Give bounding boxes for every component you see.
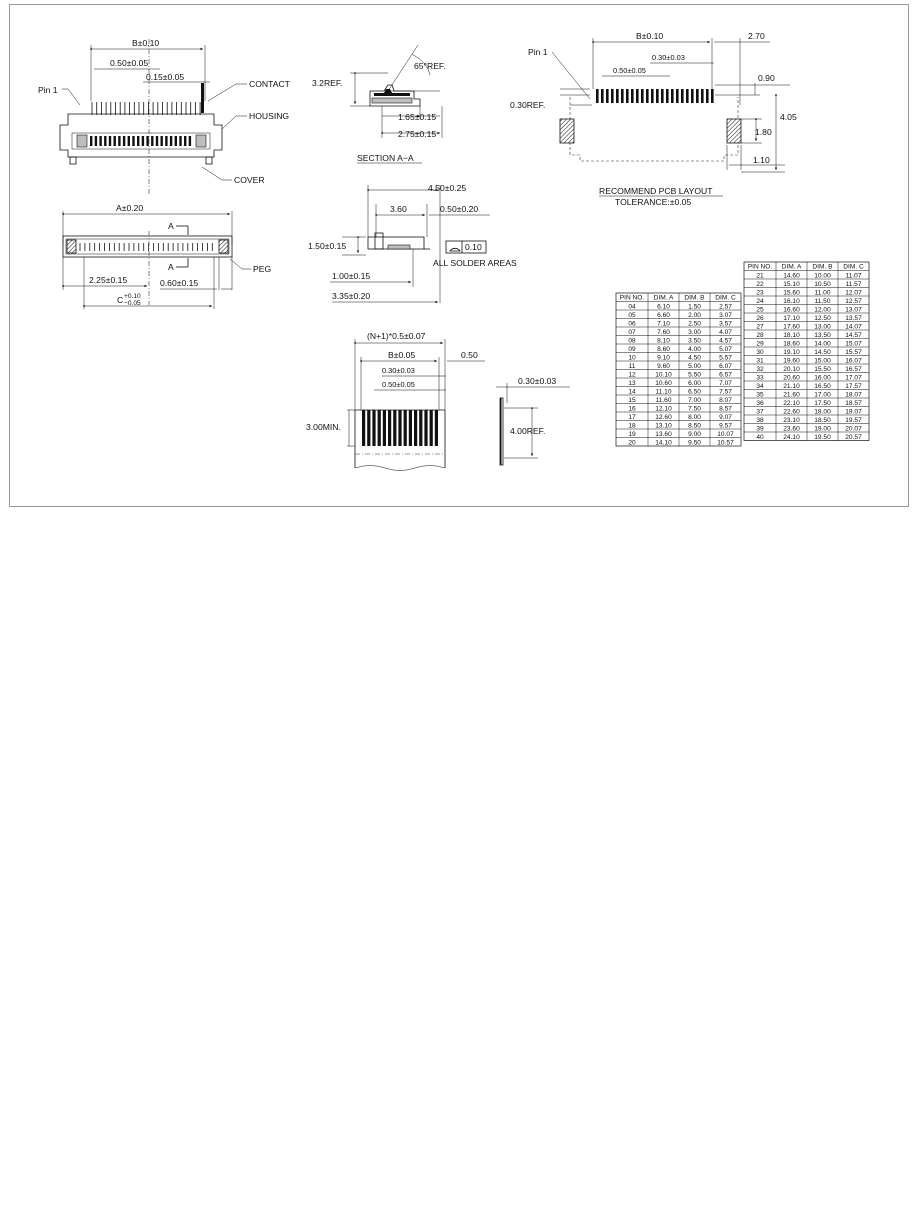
pcb-dim-b: B±0.10 bbox=[636, 31, 664, 41]
table-cell: 18 bbox=[628, 422, 636, 430]
pcb-pad bbox=[711, 89, 714, 103]
table-cell: 8.07 bbox=[719, 396, 732, 404]
fpc-finger bbox=[383, 410, 386, 446]
table-cell: 13.60 bbox=[655, 430, 672, 438]
pcb-pad bbox=[701, 89, 704, 103]
section-title: SECTION A−A bbox=[357, 153, 414, 163]
fpc-finger bbox=[409, 410, 412, 446]
table-cell: 13.50 bbox=[814, 331, 831, 339]
table-cell: 10.50 bbox=[814, 280, 831, 288]
table-cell: 7.60 bbox=[657, 328, 670, 336]
table-cell: 33 bbox=[756, 374, 764, 382]
side-d150: 1.50±0.15 bbox=[308, 241, 347, 251]
table-cell: 17 bbox=[628, 413, 636, 421]
table-cell: 19.57 bbox=[845, 416, 862, 424]
side-solder: ALL SOLDER AREAS bbox=[433, 258, 517, 268]
pcb-d405: 4.05 bbox=[780, 112, 797, 122]
table-cell: 28 bbox=[756, 331, 764, 339]
pcb-pad bbox=[596, 89, 599, 103]
table-cell: 35 bbox=[756, 391, 764, 399]
table-cell: 15.57 bbox=[845, 348, 862, 356]
side-flatness: 0.10 bbox=[465, 242, 482, 252]
section-mark-bottom: A bbox=[168, 262, 174, 272]
pcb-d270: 2.70 bbox=[748, 31, 765, 41]
table-cell: 18.07 bbox=[845, 391, 862, 399]
table-cell: 7.00 bbox=[688, 396, 701, 404]
housing-slot bbox=[156, 136, 158, 146]
front-pin1-label: Pin 1 bbox=[38, 85, 58, 95]
table-cell: 18.60 bbox=[783, 340, 800, 348]
front-dim-b: B±0.10 bbox=[132, 38, 160, 48]
table-header-cell: DIM. B bbox=[684, 294, 705, 302]
table-cell: 24 bbox=[756, 297, 764, 305]
table-cell: 11.00 bbox=[814, 289, 831, 297]
fpc-pitch-total: (N+1)*0.5±0.07 bbox=[367, 331, 426, 341]
table-cell: 6.50 bbox=[688, 388, 701, 396]
housing-slot bbox=[123, 136, 125, 146]
table-cell: 20.07 bbox=[845, 425, 862, 433]
table-cell: 16.60 bbox=[783, 306, 800, 314]
table-cell: 11.57 bbox=[845, 280, 862, 288]
table-cell: 18.57 bbox=[845, 399, 862, 407]
housing-slot bbox=[175, 136, 177, 146]
table-cell: 12 bbox=[628, 371, 636, 379]
table-cell: 12.50 bbox=[814, 314, 831, 322]
table-cell: 20.10 bbox=[783, 365, 800, 373]
pcb-layout bbox=[510, 31, 797, 207]
housing-slot bbox=[132, 136, 134, 146]
fpc-view bbox=[306, 331, 570, 471]
table-cell: 19.10 bbox=[783, 348, 800, 356]
side-d335: 3.35±0.20 bbox=[332, 291, 371, 301]
table-cell: 17.00 bbox=[814, 391, 831, 399]
pcb-pad bbox=[686, 89, 689, 103]
table-cell: 15.60 bbox=[783, 289, 800, 297]
table-cell: 4.50 bbox=[688, 354, 701, 362]
dimension-table-pins-04-20 bbox=[616, 293, 741, 446]
pcb-pad bbox=[631, 89, 634, 103]
table-cell: 15.10 bbox=[783, 280, 800, 288]
table-cell: 6.00 bbox=[688, 379, 701, 387]
bottom-dim-a: A±0.20 bbox=[116, 203, 144, 213]
table-cell: 22 bbox=[756, 280, 764, 288]
table-cell: 23.60 bbox=[783, 425, 800, 433]
front-view bbox=[38, 38, 291, 195]
table-cell: 29 bbox=[756, 340, 764, 348]
pcb-pad bbox=[611, 89, 614, 103]
table-cell: 13.10 bbox=[655, 422, 672, 430]
pcb-pads bbox=[596, 89, 714, 103]
housing-slot bbox=[114, 136, 116, 146]
table-cell: 1.50 bbox=[688, 303, 701, 311]
table-cell: 10 bbox=[628, 354, 636, 362]
table-cell: 2.57 bbox=[719, 303, 732, 311]
table-cell: 3.07 bbox=[719, 311, 732, 319]
table-cell: 14.07 bbox=[845, 323, 862, 331]
table-cell: 20.57 bbox=[845, 433, 862, 441]
pcb-ref030: 0.30REF. bbox=[510, 100, 546, 110]
housing-label: HOUSING bbox=[249, 111, 290, 121]
table-header-cell: DIM. C bbox=[715, 294, 736, 302]
bottom-contact-pins bbox=[80, 243, 212, 251]
table-cell: 38 bbox=[756, 416, 764, 424]
table-cell: 15 bbox=[628, 396, 636, 404]
housing-slot bbox=[104, 136, 106, 146]
housing-slots bbox=[90, 136, 191, 146]
table-cell: 15.50 bbox=[814, 365, 831, 373]
bottom-dim-225: 2.25±0.15 bbox=[89, 275, 128, 285]
table-cell: 6.10 bbox=[657, 303, 670, 311]
table-header-cell: PIN NO. bbox=[619, 294, 645, 302]
table-cell: 10.07 bbox=[717, 430, 734, 438]
table-cell: 16.10 bbox=[783, 297, 800, 305]
table-cell: 22.10 bbox=[783, 399, 800, 407]
table-cell: 13.00 bbox=[814, 323, 831, 331]
table-cell: 10.60 bbox=[655, 379, 672, 387]
fpc-finger bbox=[414, 410, 417, 446]
table-cell: 7.50 bbox=[688, 405, 701, 413]
table-cell: 21.10 bbox=[783, 382, 800, 390]
table-cell: 37 bbox=[756, 408, 764, 416]
table-cell: 24.10 bbox=[783, 433, 800, 441]
table-header-cell: DIM. B bbox=[812, 263, 833, 271]
table-cell: 20 bbox=[628, 439, 636, 447]
table-cell: 04 bbox=[628, 303, 636, 311]
table-cell: 14.10 bbox=[655, 439, 672, 447]
bottom-dim-060: 0.60±0.15 bbox=[160, 278, 199, 288]
section-d275: 2.75±0.15 bbox=[398, 129, 437, 139]
table-cell: 23.10 bbox=[783, 416, 800, 424]
table-cell: 11.07 bbox=[845, 272, 862, 280]
table-cell: 17.10 bbox=[783, 314, 800, 322]
table-cell: 39 bbox=[756, 425, 764, 433]
table-cell: 18.10 bbox=[783, 331, 800, 339]
table-cell: 10.57 bbox=[717, 439, 734, 447]
pcb-pad bbox=[676, 89, 679, 103]
housing-slot bbox=[170, 136, 172, 146]
pcb-d030: 0.30±0.03 bbox=[652, 53, 685, 62]
table-cell: 19.00 bbox=[814, 425, 831, 433]
table-header-cell: DIM. A bbox=[781, 263, 802, 271]
table-cell: 8.00 bbox=[688, 413, 701, 421]
table-cell: 11.10 bbox=[655, 388, 672, 396]
table-cell: 10.10 bbox=[655, 371, 672, 379]
table-cell: 26 bbox=[756, 314, 764, 322]
table-cell: 30 bbox=[756, 348, 764, 356]
pcb-pad bbox=[601, 89, 604, 103]
table-cell: 23 bbox=[756, 289, 764, 297]
table-cell: 2.50 bbox=[688, 320, 701, 328]
cover-label: COVER bbox=[234, 175, 265, 185]
table-cell: 7.57 bbox=[719, 388, 732, 396]
pcb-tolerance: TOLERANCE:±0.05 bbox=[615, 197, 692, 207]
table-cell: 14.50 bbox=[814, 348, 831, 356]
fpc-finger bbox=[398, 410, 401, 446]
table-cell: 17.60 bbox=[783, 323, 800, 331]
side-d100: 1.00±0.15 bbox=[332, 271, 371, 281]
table-cell: 16.07 bbox=[845, 357, 862, 365]
table-cell: 09 bbox=[628, 345, 636, 353]
pcb-d180: 1.80 bbox=[755, 127, 772, 137]
pcb-title: RECOMMEND PCB LAYOUT bbox=[599, 186, 713, 196]
table-cell: 06 bbox=[628, 320, 636, 328]
bottom-dim-c: C bbox=[117, 295, 124, 305]
pcb-pad bbox=[641, 89, 644, 103]
fpc-finger bbox=[393, 410, 396, 446]
pcb-pad bbox=[606, 89, 609, 103]
table-cell: 16.57 bbox=[845, 365, 862, 373]
table-cell: 19 bbox=[628, 430, 636, 438]
fpc-min300: 3.00MIN. bbox=[306, 422, 341, 432]
dimension-table-pins-21-40 bbox=[744, 262, 869, 441]
table-cell: 7.10 bbox=[657, 320, 670, 328]
fpc-thickness: 0.30±0.03 bbox=[518, 376, 557, 386]
table-cell: 4.00 bbox=[688, 345, 701, 353]
housing-slot bbox=[99, 136, 101, 146]
table-cell: 32 bbox=[756, 365, 764, 373]
table-cell: 16.00 bbox=[814, 374, 831, 382]
housing-slot bbox=[142, 136, 144, 146]
pcb-d050: 0.50±0.05 bbox=[613, 66, 646, 75]
drawing-canvas bbox=[10, 5, 908, 506]
table-cell: 9.60 bbox=[657, 362, 670, 370]
table-cell: 12.00 bbox=[814, 306, 831, 314]
housing-slot bbox=[161, 136, 163, 146]
table-cell: 21 bbox=[756, 272, 764, 280]
housing-slot bbox=[137, 136, 139, 146]
table-cell: 13.57 bbox=[845, 314, 862, 322]
peg-label: PEG bbox=[253, 264, 272, 274]
table-cell: 19.60 bbox=[783, 357, 800, 365]
fpc-pitch: 0.50±0.05 bbox=[382, 380, 415, 389]
table-cell: 16.50 bbox=[814, 382, 831, 390]
table-cell: 4.57 bbox=[719, 337, 732, 345]
bottom-dim-c-minus: −0.05 bbox=[124, 300, 141, 307]
housing-slot bbox=[109, 136, 111, 146]
table-cell: 17.50 bbox=[814, 399, 831, 407]
table-cell: 15.00 bbox=[814, 357, 831, 365]
table-cell: 8.10 bbox=[657, 337, 670, 345]
table-cell: 36 bbox=[756, 399, 764, 407]
pcb-pad bbox=[646, 89, 649, 103]
table-cell: 07 bbox=[628, 328, 636, 336]
table-cell: 12.10 bbox=[655, 405, 672, 413]
pcb-pad bbox=[691, 89, 694, 103]
front-dim-contact: 0.15±0.05 bbox=[146, 72, 185, 82]
table-cell: 11.60 bbox=[655, 396, 672, 404]
fpc-fingers bbox=[362, 410, 438, 446]
table-cell: 34 bbox=[756, 382, 764, 390]
pcb-pad bbox=[651, 89, 654, 103]
table-header-cell: DIM. C bbox=[843, 263, 864, 271]
table-cell: 7.07 bbox=[719, 379, 732, 387]
table-cell: 6.07 bbox=[719, 362, 732, 370]
fpc-finger bbox=[372, 410, 375, 446]
pcb-pad bbox=[636, 89, 639, 103]
table-cell: 9.57 bbox=[719, 422, 732, 430]
pcb-pad bbox=[621, 89, 624, 103]
side-d450: 4.50±0.25 bbox=[428, 183, 467, 193]
pcb-pad bbox=[671, 89, 674, 103]
table-cell: 2.00 bbox=[688, 311, 701, 319]
table-cell: 18.00 bbox=[814, 408, 831, 416]
housing-slot bbox=[179, 136, 181, 146]
housing-slot bbox=[184, 136, 186, 146]
fpc-finger bbox=[404, 410, 407, 446]
housing-slot bbox=[151, 136, 153, 146]
table-cell: 17.57 bbox=[845, 382, 862, 390]
housing-slot bbox=[165, 136, 167, 146]
housing-slot bbox=[90, 136, 92, 146]
table-cell: 15.07 bbox=[845, 340, 862, 348]
fpc-d030: 0.30±0.03 bbox=[382, 366, 415, 375]
fpc-finger bbox=[362, 410, 365, 446]
table-cell: 9.07 bbox=[719, 413, 732, 421]
table-cell: 8.57 bbox=[719, 405, 732, 413]
bottom-dim-c-plus: +0.10 bbox=[124, 293, 141, 300]
table-cell: 14.57 bbox=[845, 331, 862, 339]
fpc-finger bbox=[424, 410, 427, 446]
section-a-a bbox=[312, 45, 446, 163]
table-cell: 31 bbox=[756, 357, 764, 365]
table-cell: 18.50 bbox=[814, 416, 831, 424]
fpc-finger bbox=[419, 410, 422, 446]
table-cell: 25 bbox=[756, 306, 764, 314]
pcb-pad bbox=[616, 89, 619, 103]
pcb-pad bbox=[696, 89, 699, 103]
fpc-finger bbox=[388, 410, 391, 446]
pcb-pad bbox=[681, 89, 684, 103]
table-cell: 9.00 bbox=[688, 430, 701, 438]
table-cell: 9.10 bbox=[657, 354, 670, 362]
fpc-finger bbox=[378, 410, 381, 446]
section-mark-top: A bbox=[168, 221, 174, 231]
table-cell: 22.60 bbox=[783, 408, 800, 416]
table-cell: 19.50 bbox=[814, 433, 831, 441]
fpc-finger bbox=[367, 410, 370, 446]
table-cell: 6.60 bbox=[657, 311, 670, 319]
pcb-d090: 0.90 bbox=[758, 73, 775, 83]
table-cell: 5.57 bbox=[719, 354, 732, 362]
pcb-pad bbox=[626, 89, 629, 103]
housing-slot bbox=[189, 136, 191, 146]
table-cell: 20.60 bbox=[783, 374, 800, 382]
pcb-d110: 1.10 bbox=[753, 155, 770, 165]
fpc-dim-b: B±0.05 bbox=[388, 350, 416, 360]
section-angle: 65°REF. bbox=[414, 61, 446, 71]
table-cell: 5.07 bbox=[719, 345, 732, 353]
fpc-d050: 0.50 bbox=[461, 350, 478, 360]
table-cell: 19.07 bbox=[845, 408, 862, 416]
bottom-view bbox=[63, 203, 271, 309]
table-cell: 11.50 bbox=[814, 297, 831, 305]
table-cell: 16 bbox=[628, 405, 636, 413]
table-cell: 4.07 bbox=[719, 328, 732, 336]
table-cell: 13 bbox=[628, 379, 636, 387]
pcb-pad bbox=[656, 89, 659, 103]
section-d165: 1.65±0.15 bbox=[398, 112, 437, 122]
housing-slot bbox=[128, 136, 130, 146]
table-cell: 14 bbox=[628, 388, 636, 396]
table-cell: 6.57 bbox=[719, 371, 732, 379]
housing-slot bbox=[95, 136, 97, 146]
table-cell: 3.57 bbox=[719, 320, 732, 328]
housing-slot bbox=[118, 136, 120, 146]
table-cell: 14.00 bbox=[814, 340, 831, 348]
table-cell: 12.57 bbox=[845, 297, 862, 305]
pcb-pad bbox=[666, 89, 669, 103]
side-d360: 3.60 bbox=[390, 204, 407, 214]
fpc-finger bbox=[430, 410, 433, 446]
table-header-cell: PIN NO. bbox=[747, 263, 773, 271]
side-d050: 0.50±0.20 bbox=[440, 204, 479, 214]
table-cell: 21.60 bbox=[783, 391, 800, 399]
table-cell: 3.50 bbox=[688, 337, 701, 345]
pcb-pin1: Pin 1 bbox=[528, 47, 548, 57]
front-contact-pins bbox=[92, 102, 200, 115]
table-cell: 14.60 bbox=[783, 272, 800, 280]
table-cell: 40 bbox=[756, 433, 764, 441]
table-cell: 12.60 bbox=[655, 413, 672, 421]
table-cell: 5.50 bbox=[688, 371, 701, 379]
drawing-sheet bbox=[9, 4, 909, 507]
table-cell: 8.60 bbox=[657, 345, 670, 353]
housing-slot bbox=[146, 136, 148, 146]
table-cell: 9.50 bbox=[688, 439, 701, 447]
table-cell: 11 bbox=[628, 362, 636, 370]
pcb-pad bbox=[661, 89, 664, 103]
fpc-finger bbox=[435, 410, 438, 446]
pcb-pad bbox=[706, 89, 709, 103]
side-view bbox=[308, 183, 517, 303]
table-cell: 08 bbox=[628, 337, 636, 345]
fpc-ref400: 4.00REF. bbox=[510, 426, 546, 436]
table-cell: 12.07 bbox=[845, 289, 862, 297]
contact-label: CONTACT bbox=[249, 79, 290, 89]
section-ref32: 3.2REF. bbox=[312, 78, 343, 88]
table-cell: 10.00 bbox=[814, 272, 831, 280]
table-cell: 3.00 bbox=[688, 328, 701, 336]
table-header-cell: DIM. A bbox=[653, 294, 674, 302]
table-cell: 8.50 bbox=[688, 422, 701, 430]
table-cell: 27 bbox=[756, 323, 764, 331]
table-cell: 05 bbox=[628, 311, 636, 319]
table-cell: 17.07 bbox=[845, 374, 862, 382]
front-dim-pitch: 0.50±0.05 bbox=[110, 58, 149, 68]
table-cell: 5.00 bbox=[688, 362, 701, 370]
table-cell: 13.07 bbox=[845, 306, 862, 314]
